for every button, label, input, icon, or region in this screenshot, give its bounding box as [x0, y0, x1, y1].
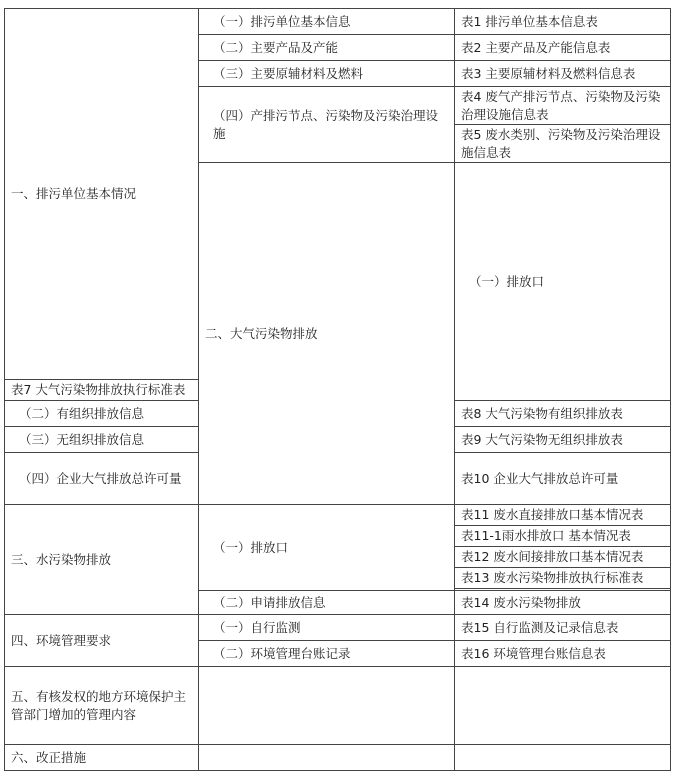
empty-cell — [455, 667, 671, 745]
section-title: 六、改正措施 — [5, 745, 199, 771]
section-item: （四）产排污节点、污染物及污染治理设施 — [199, 87, 455, 163]
table-ref: 表5 废水类别、污染物及污染治理设施信息表 — [455, 125, 671, 163]
section-title: 一、排污单位基本情况 — [5, 9, 199, 380]
table-ref: 表12 废水间接排放口基本情况表 — [455, 547, 671, 568]
section-item: （二）主要产品及产能 — [199, 35, 455, 61]
empty-cell — [455, 745, 671, 771]
section-item: （一）自行监测 — [199, 615, 455, 641]
table-ref: 表9 大气污染物无组织排放表 — [455, 427, 671, 453]
table-ref: 表4 废气产排污节点、污染物及污染治理设施信息表 — [455, 87, 671, 125]
empty-cell — [199, 745, 455, 771]
table-ref: 表3 主要原辅材料及燃料信息表 — [455, 61, 671, 87]
section-item: （二）申请排放信息 — [199, 591, 455, 615]
table-ref: 表10 企业大气排放总许可量 — [455, 453, 671, 505]
section-item: （三）无组织排放信息 — [5, 427, 199, 453]
table-ref: 表7 大气污染物排放执行标准表 — [5, 380, 199, 401]
section-item: （一）排放口 — [199, 505, 455, 591]
table-ref: 表14 废水污染物排放 — [455, 591, 671, 615]
section-item: （一）排污单位基本信息 — [199, 9, 455, 35]
section-item: （二）有组织排放信息 — [5, 401, 199, 427]
table-ref: 表11 废水直接排放口基本情况表 — [455, 505, 671, 526]
table-ref: 表1 排污单位基本信息表 — [455, 9, 671, 35]
section-item: （三）主要原辅材料及燃料 — [199, 61, 455, 87]
section-title: 三、水污染物排放 — [5, 505, 199, 615]
empty-cell — [199, 667, 455, 745]
table-ref: 表11-1雨水排放口 基本情况表 — [455, 526, 671, 547]
section-item: （四）企业大气排放总许可量 — [5, 453, 199, 505]
table-ref: 表8 大气污染物有组织排放表 — [455, 401, 671, 427]
table-ref: 表15 自行监测及记录信息表 — [455, 615, 671, 641]
section-title: 四、环境管理要求 — [5, 615, 199, 667]
table-ref: 表16 环境管理台账信息表 — [455, 641, 671, 667]
table-ref: 表13 废水污染物排放执行标准表 — [455, 568, 671, 589]
section-title: 五、有核发权的地方环境保护主管部门增加的管理内容 — [5, 667, 199, 745]
section-item: （二）环境管理台账记录 — [199, 641, 455, 667]
section-title: 二、大气污染物排放 — [199, 163, 455, 505]
section-item: （一）排放口 — [455, 163, 671, 401]
document-table — [4, 8, 671, 771]
table-ref: 表2 主要产品及产能信息表 — [455, 35, 671, 61]
